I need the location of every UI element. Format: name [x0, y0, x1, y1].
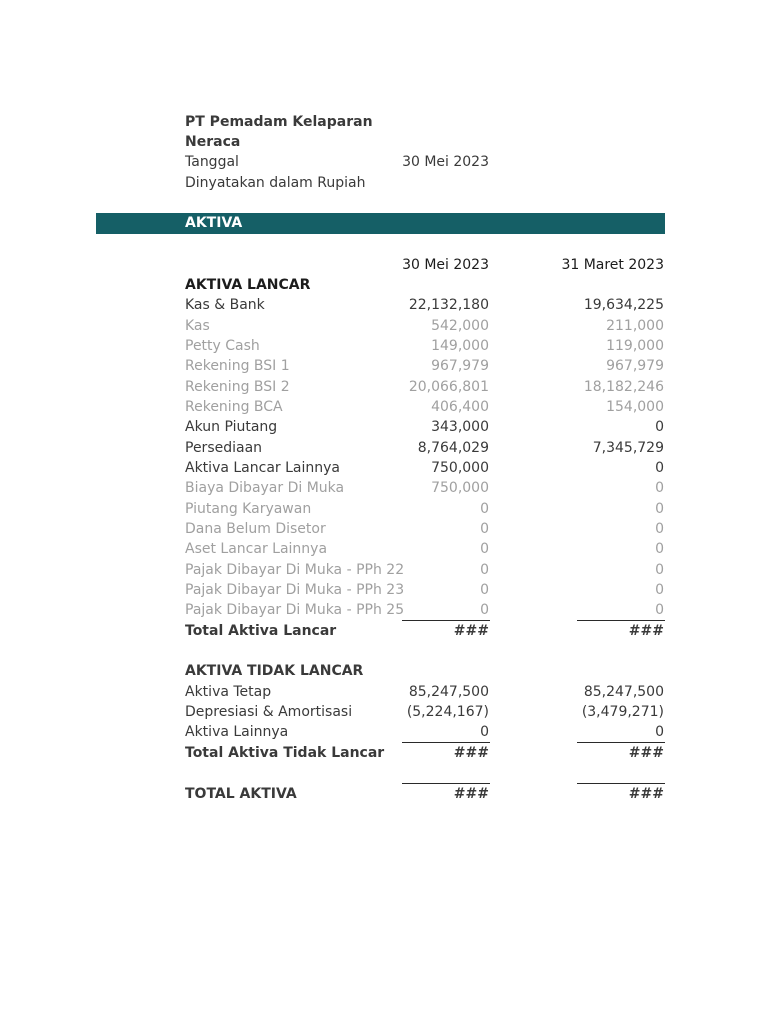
row-value-may: 149,000	[431, 338, 489, 354]
noncurrent-assets-heading: AKTIVA TIDAK LANCAR	[185, 663, 364, 679]
row-label: Kas	[185, 318, 210, 334]
row-value-march: 0	[655, 541, 664, 557]
row-value-may: 0	[480, 724, 489, 740]
row-value-march: 7,345,729	[592, 440, 664, 456]
column-header-may: 30 Mei 2023	[402, 257, 489, 273]
row-label: Depresiasi & Amortisasi	[185, 704, 353, 720]
row-value-march: (3,479,271)	[581, 704, 664, 720]
currency-note: Dinyatakan dalam Rupiah	[185, 175, 366, 191]
company-name: PT Pemadam Kelaparan	[185, 114, 373, 130]
grand-total-label: TOTAL AKTIVA	[185, 786, 297, 802]
row-value-may: 542,000	[431, 318, 489, 334]
row-value-march: 0	[655, 480, 664, 496]
row-label: Pajak Dibayar Di Muka - PPh 22	[185, 562, 405, 578]
row-value-may: 0	[480, 602, 489, 618]
row-value-may: 343,000	[431, 419, 489, 435]
row-value-may: 22,132,180	[408, 297, 489, 313]
grand-total-march: ###	[628, 786, 664, 802]
row-value-may: 85,247,500	[408, 684, 489, 700]
row-value-march: 0	[655, 419, 664, 435]
row-value-may: 750,000	[431, 460, 489, 476]
row-label: Dana Belum Disetor	[185, 521, 326, 537]
total-noncurrent-assets-may: ###	[453, 745, 489, 761]
row-value-march: 967,979	[606, 358, 664, 374]
row-label: Rekening BCA	[185, 399, 283, 415]
row-value-march: 85,247,500	[583, 684, 664, 700]
row-label: Piutang Karyawan	[185, 501, 312, 517]
row-value-march: 0	[655, 460, 664, 476]
total-current-assets-label: Total Aktiva Lancar	[185, 623, 337, 639]
total-current-assets-may: ###	[453, 623, 489, 639]
date-value: 30 Mei 2023	[402, 154, 489, 170]
row-value-march: 154,000	[606, 399, 664, 415]
row-value-march: 0	[655, 724, 664, 740]
row-value-march: 0	[655, 521, 664, 537]
row-value-march: 119,000	[606, 338, 664, 354]
row-value-march: 0	[655, 582, 664, 598]
row-label: Pajak Dibayar Di Muka - PPh 23	[185, 582, 405, 598]
row-value-may: 406,400	[431, 399, 489, 415]
row-value-march: 0	[655, 501, 664, 517]
row-label: Kas & Bank	[185, 297, 265, 313]
row-value-march: 18,182,246	[583, 379, 664, 395]
column-header-march: 31 Maret 2023	[561, 257, 664, 273]
row-value-may: 8,764,029	[417, 440, 489, 456]
total-noncurrent-assets-label: Total Aktiva Tidak Lancar	[185, 745, 385, 761]
row-value-may: 0	[480, 501, 489, 517]
row-label: Biaya Dibayar Di Muka	[185, 480, 345, 496]
current-assets-heading: AKTIVA LANCAR	[185, 277, 311, 293]
total-noncurrent-assets-march: ###	[628, 745, 664, 761]
row-label: Rekening BSI 1	[185, 358, 290, 374]
row-value-may: (5,224,167)	[406, 704, 489, 720]
section-banner	[96, 213, 665, 234]
row-value-may: 0	[480, 582, 489, 598]
row-value-may: 0	[480, 541, 489, 557]
row-value-may: 967,979	[431, 358, 489, 374]
row-value-march: 19,634,225	[583, 297, 664, 313]
row-value-march: 0	[655, 602, 664, 618]
total-current-assets-march: ###	[628, 623, 664, 639]
row-label: Aktiva Lainnya	[185, 724, 289, 740]
row-label: Pajak Dibayar Di Muka - PPh 25	[185, 602, 405, 618]
row-label: Persediaan	[185, 440, 263, 456]
row-value-may: 0	[480, 562, 489, 578]
grand-total-may: ###	[453, 786, 489, 802]
row-label: Petty Cash	[185, 338, 260, 354]
row-label: Aset Lancar Lainnya	[185, 541, 328, 557]
row-value-march: 0	[655, 562, 664, 578]
row-label: Rekening BSI 2	[185, 379, 290, 395]
section-title: AKTIVA	[185, 215, 243, 231]
row-value-march: 211,000	[606, 318, 664, 334]
report-title: Neraca	[185, 134, 241, 150]
row-label: Aktiva Lancar Lainnya	[185, 460, 340, 476]
row-value-may: 0	[480, 521, 489, 537]
row-label: Aktiva Tetap	[185, 684, 272, 700]
row-label: Akun Piutang	[185, 419, 278, 435]
row-value-may: 750,000	[431, 480, 489, 496]
row-value-may: 20,066,801	[408, 379, 489, 395]
date-label: Tanggal	[185, 154, 239, 170]
